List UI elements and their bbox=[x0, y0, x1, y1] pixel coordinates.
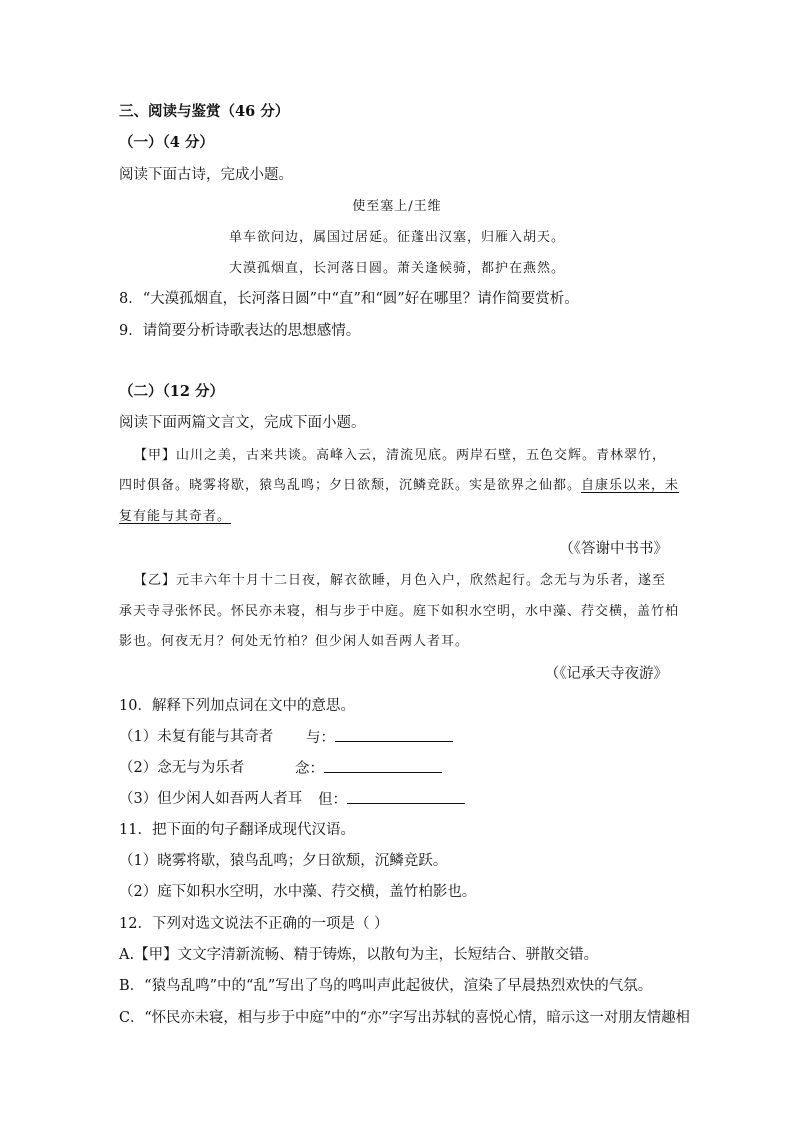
section-title: 三、阅读与鉴赏（46 分） bbox=[119, 103, 290, 120]
question-12-option-c: C．“怀民亦未寝，相与步于中庭”中的“亦”字写出苏轼的喜悦心情，暗示这一对朋友情趣相 bbox=[119, 1010, 690, 1026]
question-12: 12．下列对选文说法不正确的一项是（ ） bbox=[119, 916, 389, 932]
part2-heading: （二）（12 分） bbox=[119, 383, 224, 400]
passage-jia-line-3: 复有能与其奇者。 bbox=[119, 509, 232, 524]
part2-instruction: 阅读下面两篇文言文，完成下面小题。 bbox=[119, 415, 366, 431]
passage-jia-line-2 bbox=[119, 476, 679, 496]
q10-2-blank bbox=[324, 758, 442, 773]
question-10-2 bbox=[119, 758, 244, 778]
q10-3-label: 但： bbox=[318, 792, 347, 808]
question-11-2: （2）庭下如积水空明，水中藻、荇交横，盖竹柏影也。 bbox=[119, 884, 477, 900]
question-9: 9．请简要分析诗歌表达的思想感情。 bbox=[119, 323, 361, 339]
poem-title: 使至塞上/王维 bbox=[352, 199, 442, 214]
underlined-sentence: 自康乐以来，未 bbox=[581, 478, 680, 493]
passage-jia-text: 四时俱备。晓雾将歇，猿鸟乱鸣；夕日欲颓，沉鳞竞跃。实是欲界之仙都。 bbox=[119, 478, 582, 493]
q10-3-blank bbox=[347, 789, 465, 804]
passage-jia-line-1: 【甲】山川之美，古来共谈。高峰入云，清流见底。两岸石壁，五色交辉。青林翠竹， bbox=[134, 448, 667, 463]
q10-3-text: （3）但少闲人如吾两人者耳 bbox=[119, 791, 303, 807]
question-11-1: （1）晓雾将歇，猿鸟乱鸣；夕日欲颓，沉鳞竞跃。 bbox=[119, 853, 448, 869]
question-10-3 bbox=[119, 789, 302, 809]
passage-jia-source: （《答谢中书书》 bbox=[559, 541, 668, 557]
passage-yi-line-2: 承天寺寻张怀民。怀民亦未寝，相与步于中庭。庭下如积水空明，水中藻、荇交横，盖竹柏 bbox=[119, 604, 680, 619]
question-12-option-b: B．“猿鸟乱鸣”中的“乱”写出了鸟的鸣叫声此起彼伏，渲染了早晨热烈欢快的气氛。 bbox=[119, 978, 653, 994]
passage-yi-line-3: 影也。何夜无月？何处无竹柏？但少闲人如吾两人者耳。 bbox=[119, 634, 470, 649]
q10-2-text: （2）念无与为乐者 bbox=[119, 760, 245, 776]
passage-yi-line-1: 【乙】元丰六年十月十二日夜，解衣欲睡，月色入户，欣然起行。念无与为乐者，遂至 bbox=[134, 573, 667, 588]
q10-2-answer bbox=[295, 758, 442, 779]
question-12-option-a: A.【甲】文文字清新流畅、精于铸炼，以散句为主，长短结合、骈散交错。 bbox=[119, 947, 599, 963]
passage-yi-source: （《记承天寺夜游》 bbox=[544, 666, 668, 682]
question-8: 8．“大漠孤烟直，长河落日圆”中“直”和“圆”好在哪里？请作简要赏析。 bbox=[119, 291, 579, 307]
q10-1-answer bbox=[306, 727, 453, 748]
part1-heading: （一）（4 分） bbox=[119, 134, 214, 151]
q10-2-label: 念： bbox=[295, 761, 324, 777]
q10-1-blank bbox=[335, 727, 453, 742]
question-11: 11．把下面的句子翻译成现代汉语。 bbox=[119, 822, 355, 838]
q10-1-label: 与： bbox=[306, 730, 335, 746]
part1-instruction: 阅读下面古诗，完成小题。 bbox=[119, 167, 293, 183]
q10-3-answer bbox=[318, 789, 465, 810]
poem-line-1: 单车欲问边，属国过居延。征蓬出汉塞，归雁入胡天。 bbox=[228, 230, 565, 245]
q10-1-text: （1）未复有能与其奇者 bbox=[119, 729, 274, 745]
poem-line-2: 大漠孤烟直，长河落日圆。萧关逢候骑，都护在燕然。 bbox=[228, 261, 565, 276]
question-10-1 bbox=[119, 727, 273, 747]
question-10: 10．解释下列加点词在文中的意思。 bbox=[119, 698, 355, 714]
